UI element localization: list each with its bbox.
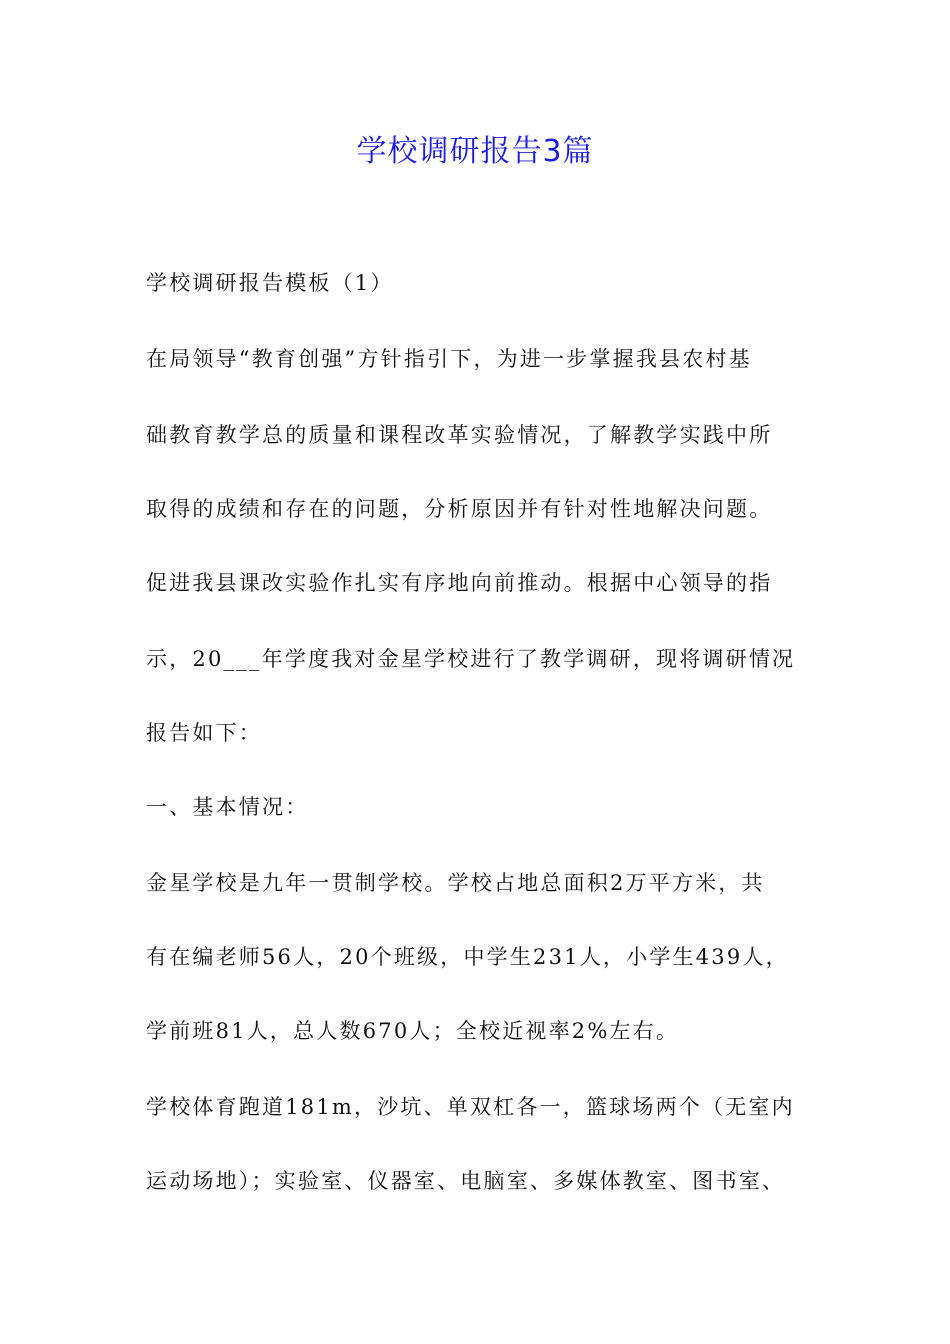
- paragraph-line: 有在编老师56人，20个班级，中学生231人，小学生439人，: [146, 945, 789, 969]
- paragraph-line: 促进我县课改实验作扎实有序地向前推动。根据中心领导的指: [146, 571, 773, 595]
- paragraph-line: 学前班81人，总人数670人；全校近视率2%左右。: [146, 1019, 680, 1043]
- paragraph-line: 在局领导“教育创强”方针指引下，为进一步掌握我县农村基: [146, 347, 752, 371]
- section-heading: 学校调研报告模板（1）: [146, 271, 394, 295]
- paragraph-line: 示，20___年学度我对金星学校进行了教学调研，现将调研情况: [146, 647, 796, 671]
- subsection-heading: 一、基本情况：: [146, 795, 309, 819]
- paragraph-line: 取得的成绩和存在的问题，分析原因并有针对性地解决问题。: [146, 497, 773, 521]
- paragraph-line: 学校体育跑道181m，沙坑、单双杠各一，篮球场两个（无室内: [146, 1095, 795, 1119]
- paragraph-line: 运动场地）；实验室、仪器室、电脑室、多媒体教室、图书室、: [146, 1169, 786, 1193]
- paragraph-line: 报告如下：: [146, 721, 262, 745]
- paragraph-line: 金星学校是九年一贯制学校。学校占地总面积2万平方米，共: [146, 871, 765, 895]
- paragraph-line: 础教育教学总的质量和课程改革实验情况，了解教学实践中所: [146, 423, 773, 447]
- document-title: 学校调研报告3篇: [356, 134, 594, 169]
